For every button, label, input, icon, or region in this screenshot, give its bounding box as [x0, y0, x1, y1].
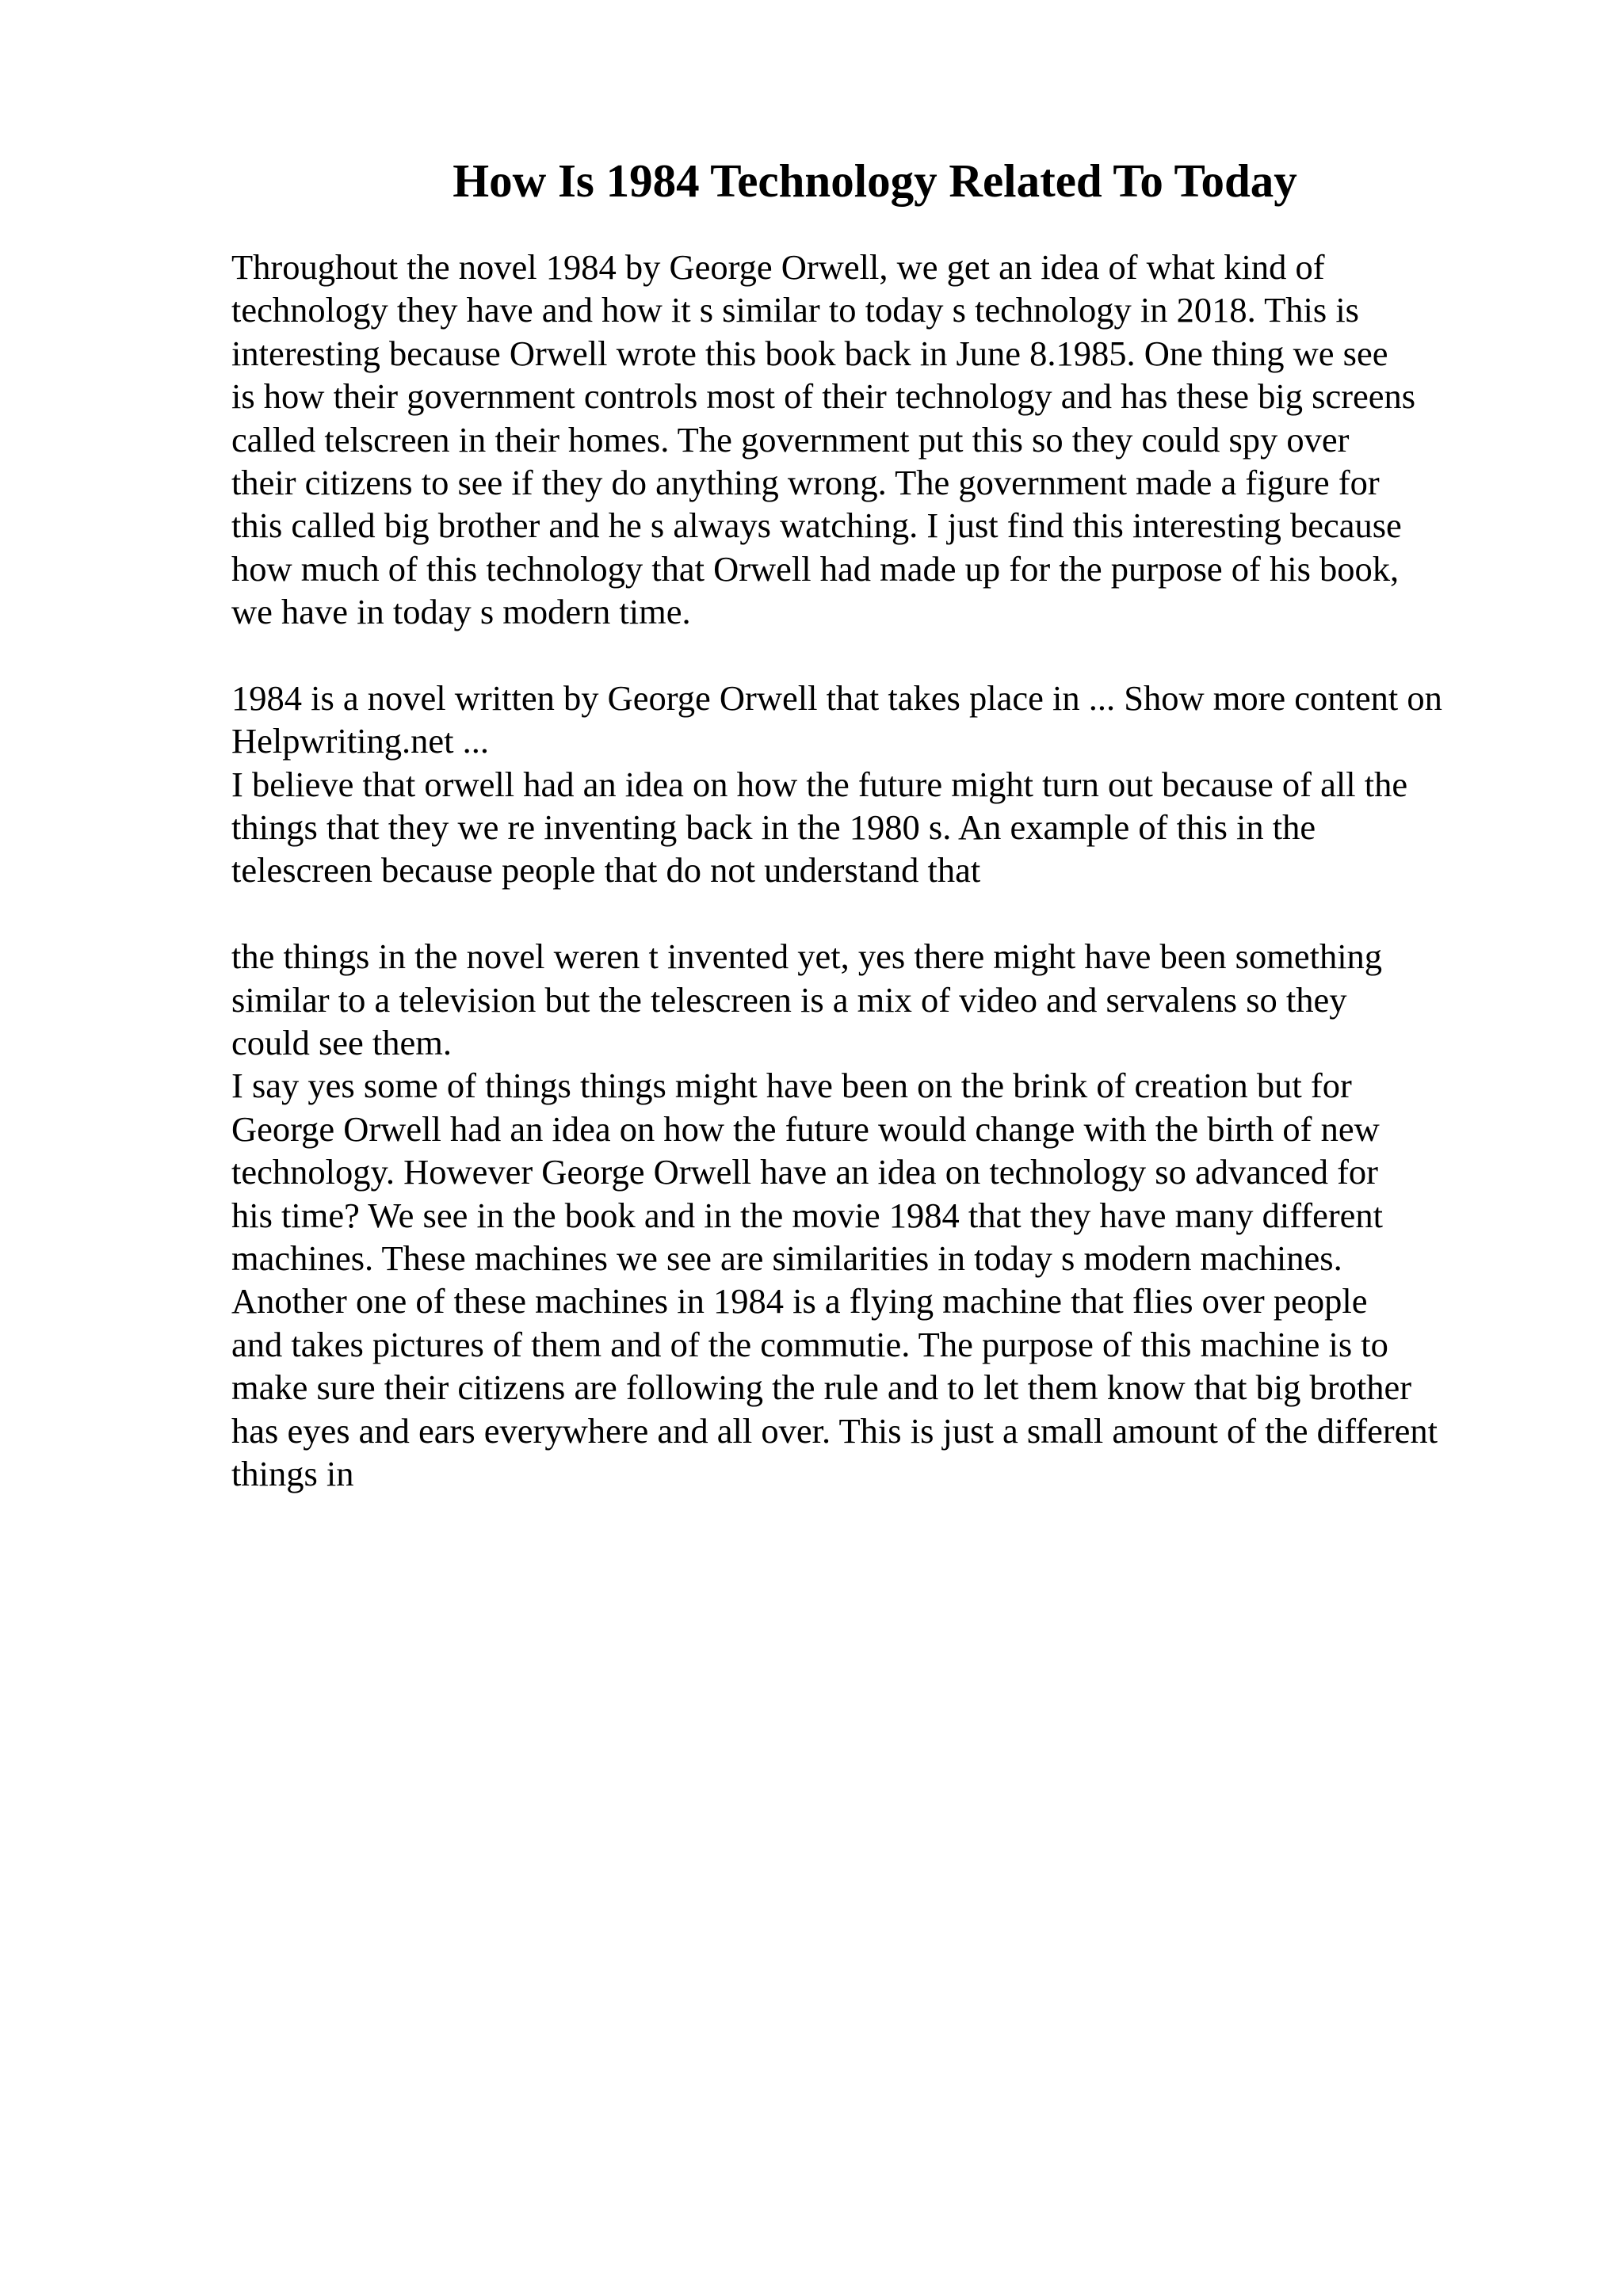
- text-line: George Orwell had an idea on how the future would change with the birth of new: [231, 1108, 1380, 1149]
- text-line: this called big brother and he s always watching. I just find this interesting because: [231, 505, 1402, 546]
- text-line: Throughout the novel 1984 by George Orwell, we get an idea of what kind of: [231, 247, 1325, 287]
- text-line: the things in the novel weren t invented yet, yes there might have been something: [231, 936, 1383, 977]
- text-line: their citizens to see if they do anything wrong. The government made a figure for: [231, 462, 1380, 502]
- text-line: technology they have and how it s similar to today s technology in 2018. This is: [231, 290, 1360, 330]
- text-line: we have in today s modern time.: [231, 592, 691, 632]
- paragraph-3: [231, 935, 1579, 1495]
- text-line: things that they we re inventing back in the 1980 s. An example of this in the: [231, 807, 1316, 848]
- text-line: I say yes some of things things might have been on the brink of creation but for: [231, 1066, 1352, 1106]
- text-line: make sure their citizens are following the rule and to let them know that big brother: [231, 1367, 1412, 1408]
- text-line: telescreen because people that do not understand that: [231, 850, 981, 891]
- text-line: 1984 is a novel written by George Orwell that takes place in ... Show more content on: [231, 677, 1442, 718]
- paragraph-spacer: [231, 892, 1579, 935]
- text-line: I believe that orwell had an idea on how the future might turn out because of all the: [231, 764, 1408, 804]
- text-line: machines. These machines we see are similarities in today s modern machines.: [231, 1238, 1342, 1278]
- text-line: his time? We see in the book and in the movie 1984 that they have many different: [231, 1195, 1384, 1235]
- text-line: interesting because Orwell wrote this book back in June 8.1985. One thing we see: [231, 333, 1388, 373]
- text-line: how much of this technology that Orwell had made up for the purpose of his book,: [231, 548, 1400, 589]
- text-line: and takes pictures of them and of the commutie. The purpose of this machine is to: [231, 1324, 1388, 1364]
- document-title: How Is 1984 Technology Related To Today: [453, 154, 1297, 207]
- text-line: could see them.: [231, 1023, 453, 1063]
- text-line: Another one of these machines in 1984 is a flying machine that flies over people: [231, 1281, 1368, 1322]
- text-line: things in: [231, 1453, 354, 1493]
- text-line: is how their government controls most of their technology and has these big screens: [231, 376, 1416, 417]
- paragraph-1: [231, 246, 1579, 634]
- text-line: called telscreen in their homes. The government put this so they could spy over: [231, 419, 1350, 460]
- paragraph-spacer: [231, 634, 1579, 677]
- text-line: has eyes and ears everywhere and all over. This is just a small amount of the different: [231, 1410, 1438, 1451]
- text-line: similar to a television but the telescreen is a mix of video and servalens so they: [231, 979, 1347, 1020]
- document-body: [231, 246, 1579, 1495]
- text-line: technology. However George Orwell have an idea on technology so advanced for: [231, 1152, 1378, 1192]
- text-line: Helpwriting.net ...: [231, 721, 490, 761]
- paragraph-2: [231, 677, 1579, 892]
